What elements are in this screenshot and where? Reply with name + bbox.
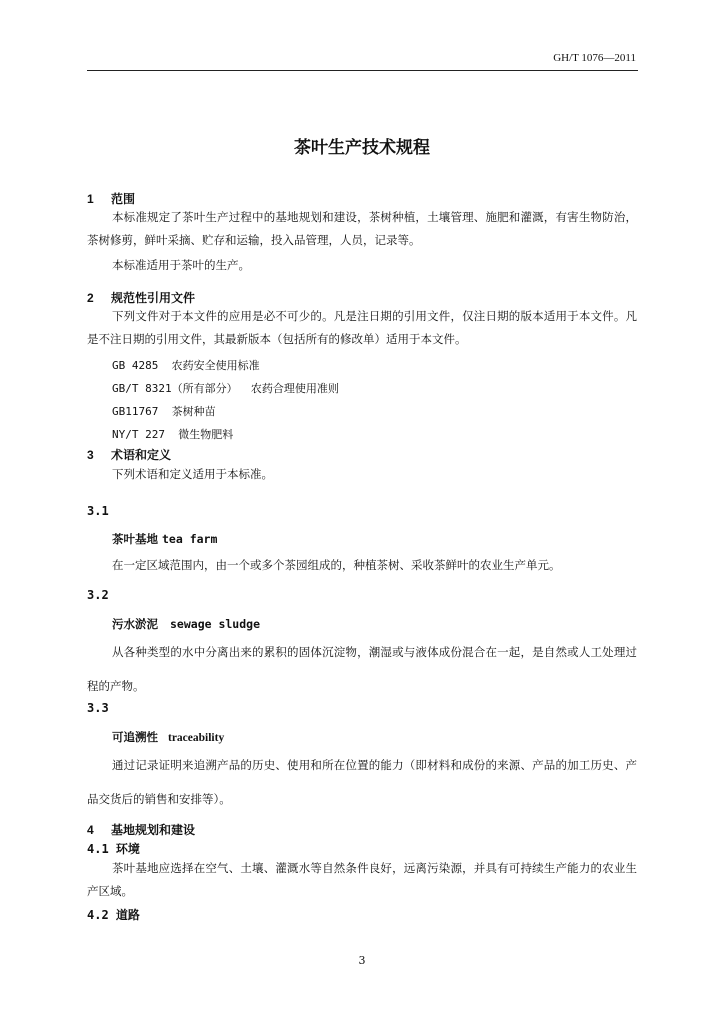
term-chinese: 茶叶基地	[112, 532, 158, 546]
section-1-number: 1	[87, 192, 94, 206]
reference-name: 农药安全使用标准	[171, 359, 260, 372]
section-3-paragraph-1: 下列术语和定义适用于本标准。	[112, 467, 273, 481]
section-3-number: 3	[87, 448, 94, 462]
normative-reference	[112, 380, 339, 396]
section-4-title: 基地规划和建设	[111, 823, 196, 837]
term-definition: 通过记录证明来追溯产品的历史、使用和所在位置的能力（即材料和成份的来源、产品的加工历史、产品交货后的销售和安排等）。	[87, 758, 637, 806]
subsection-4-2-heading	[87, 906, 140, 923]
section-2-heading	[87, 289, 195, 306]
section-2-number: 2	[87, 291, 94, 305]
subsection-4-1-number: 4.1	[87, 842, 109, 856]
normative-reference	[112, 357, 260, 373]
reference-name: 微生物肥料	[178, 428, 234, 441]
section-2-paragraph-1: 下列文件对于本文件的应用是必不可少的。凡是注日期的引用文件，仅注日期的版本适用于本文件。凡是不注日期的引用文件，其最新版本（包括所有的修改单）适用于本文件。	[87, 309, 637, 346]
normative-reference	[112, 426, 233, 442]
reference-code: GB 4285	[112, 359, 159, 372]
section-1-paragraph-2: 本标准适用于茶叶的生产。	[112, 258, 250, 272]
header-rule	[87, 70, 638, 71]
term-definition: 从各种类型的水中分离出来的累积的固体沉淀物，潮湿或与液体成份混合在一起，是自然或人工处理过程的产物。	[87, 645, 637, 693]
term-chinese: 污水淤泥	[112, 617, 158, 631]
section-3-title: 术语和定义	[111, 448, 172, 462]
term-heading	[112, 531, 217, 547]
term-english: sewage sludge	[170, 617, 261, 631]
term-heading	[112, 729, 224, 745]
term-number: 3.1	[87, 504, 109, 518]
reference-name: 茶树种苗	[171, 405, 216, 418]
section-3-heading	[87, 446, 171, 463]
term-number: 3.3	[87, 701, 109, 715]
document-title: 茶叶生产技术规程	[294, 138, 430, 158]
term-english: traceability	[168, 732, 225, 744]
reference-code: GB/T 8321（所有部分）	[112, 382, 238, 395]
subsection-4-1-paragraph: 茶叶基地应选择在空气、土壤、灌溉水等自然条件良好，远离污染源，并具有可持续生产能力的农业生产区域。	[87, 861, 637, 898]
section-1-heading	[87, 190, 135, 207]
term-chinese: 可追溯性	[112, 730, 158, 744]
section-2-title: 规范性引用文件	[111, 291, 196, 305]
subsection-4-2-number: 4.2	[87, 908, 109, 922]
term-english: tea farm	[162, 532, 218, 546]
reference-code: GB11767	[112, 405, 159, 418]
subsection-4-2-title: 道路	[115, 908, 140, 922]
page-number: 3	[358, 954, 366, 967]
standard-code: GH/T 1076—2011	[553, 52, 636, 64]
section-4-heading	[87, 821, 195, 838]
term-definition: 在一定区域范围内，由一个或多个茶园组成的，种植茶树、采收茶鲜叶的农业生产单元。	[112, 558, 561, 572]
subsection-4-1-heading	[87, 840, 140, 857]
section-1-paragraph-1: 本标准规定了茶叶生产过程中的基地规划和建设，茶树种植，土壤管理、施肥和灌溉，有害生物防治，茶树修剪，鲜叶采摘、贮存和运输，投入品管理，人员，记录等。	[87, 210, 637, 247]
term-heading	[112, 616, 260, 632]
reference-name: 农药合理使用准则	[250, 382, 339, 395]
subsection-4-1-title: 环境	[115, 842, 140, 856]
normative-reference	[112, 403, 216, 419]
section-4-number: 4	[87, 823, 94, 837]
reference-code: NY/T 227	[112, 428, 165, 441]
section-1-title: 范围	[111, 192, 136, 206]
term-number: 3.2	[87, 588, 109, 602]
